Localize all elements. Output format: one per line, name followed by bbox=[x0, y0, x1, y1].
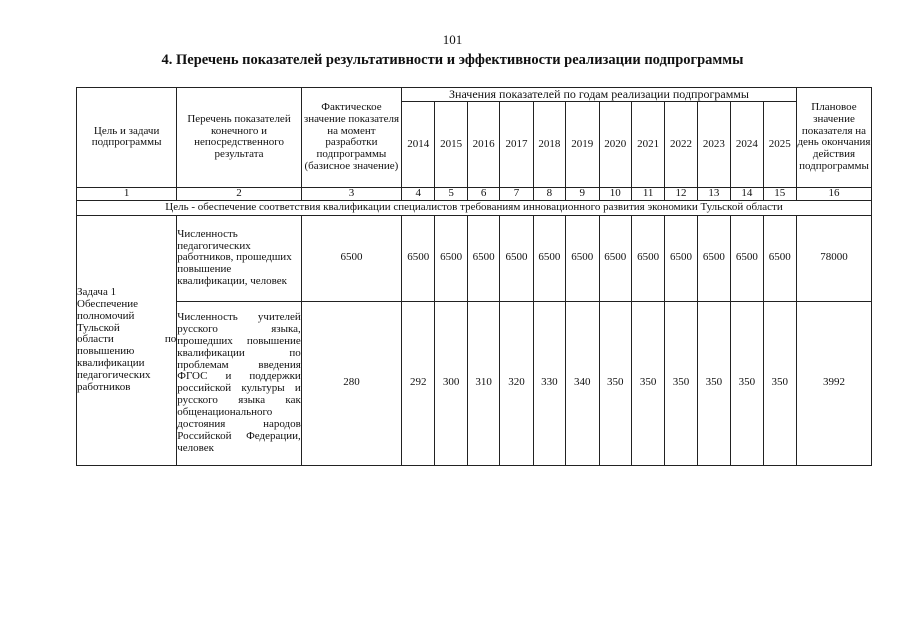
column-number: 9 bbox=[566, 187, 599, 200]
year-cell: 2014 bbox=[402, 101, 435, 187]
year-cell: 2015 bbox=[435, 101, 467, 187]
year-cell: 2023 bbox=[697, 101, 730, 187]
base-value: 280 bbox=[301, 301, 401, 465]
year-cell: 2021 bbox=[631, 101, 664, 187]
task-line: Тульской bbox=[77, 321, 120, 334]
year-cell: 2018 bbox=[533, 101, 565, 187]
year-value: 6500 bbox=[731, 215, 763, 301]
year-value: 340 bbox=[566, 301, 599, 465]
year-value: 6500 bbox=[467, 215, 499, 301]
year-value: 6500 bbox=[435, 215, 467, 301]
column-number: 10 bbox=[599, 187, 631, 200]
column-number: 6 bbox=[467, 187, 499, 200]
column-number: 2 bbox=[177, 187, 302, 200]
column-number: 14 bbox=[731, 187, 763, 200]
year-value: 330 bbox=[533, 301, 565, 465]
page-number: 101 bbox=[442, 32, 463, 47]
goal-text: Цель - обеспечение соответствия квалификации специалистов требованиям инновационного развития экономики Тульской области bbox=[77, 200, 872, 215]
indicators-table bbox=[76, 87, 872, 466]
table-row bbox=[77, 215, 872, 301]
year-value: 6500 bbox=[665, 215, 697, 301]
column-number: 13 bbox=[697, 187, 730, 200]
column-number: 1 bbox=[77, 187, 177, 200]
year-cell: 2024 bbox=[731, 101, 763, 187]
indicator-name: Численность учителей русского языка, прошедших повышение квалификации по проблемам введения ФГОС и поддержки российской культуры и русского языка как общенационального достояния народов Российской Федерации, человек bbox=[177, 301, 302, 465]
year-cell: 2016 bbox=[467, 101, 499, 187]
task-line: работников bbox=[77, 380, 131, 393]
goal-row bbox=[77, 200, 872, 215]
header-by-years: Значения показателей по годам реализации подпрограммы bbox=[402, 88, 797, 102]
year-cell: 2019 bbox=[566, 101, 599, 187]
year-cell: 2020 bbox=[599, 101, 631, 187]
task-word: области bbox=[77, 333, 114, 346]
year-cell: 2025 bbox=[763, 101, 796, 187]
base-value: 6500 bbox=[301, 215, 401, 301]
document-title: 4. Перечень показателей результативности и эффективности реализации подпрограммы bbox=[161, 52, 744, 68]
year-value: 350 bbox=[631, 301, 664, 465]
year-value: 6500 bbox=[402, 215, 435, 301]
task-line: полномочий bbox=[77, 309, 135, 322]
column-number: 7 bbox=[500, 187, 533, 200]
indicator-name: Численность педагогических работников, прошедших повышение квалификации, человек bbox=[177, 215, 302, 301]
header-indicators: Перечень показателей конечного и непосредственного результата bbox=[177, 88, 302, 188]
task-cell bbox=[77, 215, 177, 465]
column-numbers-row bbox=[77, 187, 872, 200]
header-goal-tasks: Цель и задачи подпрограммы bbox=[77, 88, 177, 188]
task-line: квалификации bbox=[77, 357, 145, 370]
task-line: Обеспечение bbox=[77, 297, 138, 310]
year-value: 310 bbox=[467, 301, 499, 465]
task-word: по bbox=[164, 333, 177, 346]
column-number: 12 bbox=[665, 187, 697, 200]
year-value: 6500 bbox=[566, 215, 599, 301]
year-value: 6500 bbox=[500, 215, 533, 301]
year-value: 350 bbox=[697, 301, 730, 465]
year-value: 350 bbox=[763, 301, 796, 465]
year-value: 292 bbox=[402, 301, 435, 465]
year-value: 320 bbox=[500, 301, 533, 465]
year-cell: 2022 bbox=[665, 101, 697, 187]
year-value: 350 bbox=[665, 301, 697, 465]
year-value: 6500 bbox=[533, 215, 565, 301]
column-number: 11 bbox=[631, 187, 664, 200]
header-planned-value: Плановое значение показателя на день окончания действия подпрограммы bbox=[796, 88, 871, 188]
task-line: повышению bbox=[77, 345, 135, 358]
year-value: 6500 bbox=[763, 215, 796, 301]
planned-value: 78000 bbox=[796, 215, 871, 301]
year-cell: 2017 bbox=[500, 101, 533, 187]
task-line: Задача 1 bbox=[77, 285, 117, 298]
year-value: 6500 bbox=[697, 215, 730, 301]
year-value: 350 bbox=[731, 301, 763, 465]
column-number: 5 bbox=[435, 187, 467, 200]
year-value: 6500 bbox=[631, 215, 664, 301]
table-row bbox=[77, 301, 872, 465]
column-number: 16 bbox=[796, 187, 871, 200]
planned-value: 3992 bbox=[796, 301, 871, 465]
task-line: педагогических bbox=[77, 369, 151, 382]
column-number: 3 bbox=[301, 187, 401, 200]
year-value: 350 bbox=[599, 301, 631, 465]
year-value: 6500 bbox=[599, 215, 631, 301]
header-actual-value: Фактическое значение показателя на момент разработки подпрограммы (базисное значение) bbox=[301, 88, 401, 188]
column-number: 4 bbox=[402, 187, 435, 200]
year-value: 300 bbox=[435, 301, 467, 465]
column-number: 15 bbox=[763, 187, 796, 200]
column-number: 8 bbox=[533, 187, 565, 200]
